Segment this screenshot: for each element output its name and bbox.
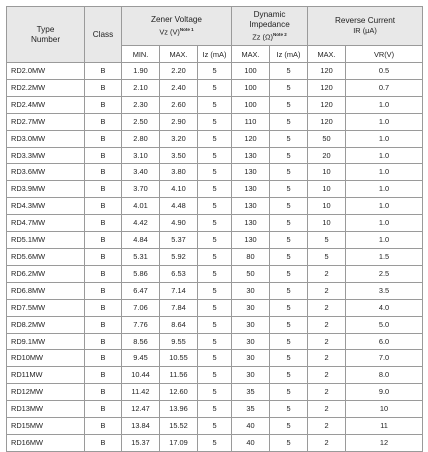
cell-vz-min: 5.86 [122,265,160,282]
cell-zz-max: 100 [232,63,270,80]
cell-vz-min: 15.37 [122,434,160,451]
table-row [7,316,423,333]
cell-zz-max: 130 [232,181,270,198]
cell-vz-max: 10.55 [160,350,198,367]
cell-zz-max: 130 [232,198,270,215]
cell-ir-max: 5 [308,232,346,249]
cell-ir-max: 2 [308,299,346,316]
cell-vz-iz: 5 [198,181,232,198]
cell-zz-iz: 5 [270,96,308,113]
cell-zz-max: 50 [232,265,270,282]
table-row [7,265,423,282]
cell-vz-iz: 5 [198,401,232,418]
cell-zz-iz: 5 [270,333,308,350]
cell-class: B [85,130,122,147]
header-reverse-current-condition [308,26,422,36]
cell-vz-min: 3.10 [122,147,160,164]
cell-zz-max: 30 [232,333,270,350]
header-class-label: Class [92,29,114,39]
cell-class: B [85,316,122,333]
cell-zz-iz: 5 [270,63,308,80]
cell-zz-max: 80 [232,248,270,265]
cell-ir-vr: 1.0 [346,181,423,198]
cell-vz-min: 2.10 [122,79,160,96]
cell-vz-min: 4.84 [122,232,160,249]
table-row [7,384,423,401]
cell-ir-vr: 2.5 [346,265,423,282]
cell-zz-iz: 5 [270,384,308,401]
cell-ir-max: 10 [308,181,346,198]
table-row [7,367,423,384]
cell-type-number: RD10MW [7,350,85,367]
cell-type-number: RD2.0MW [7,63,85,80]
cell-zz-iz: 5 [270,248,308,265]
sub-header-cell: MAX. [308,46,346,63]
cell-vz-iz: 5 [198,164,232,181]
cell-vz-iz: 5 [198,198,232,215]
cell-vz-max: 5.37 [160,232,198,249]
table-row [7,63,423,80]
cell-ir-max: 10 [308,215,346,232]
cell-ir-max: 2 [308,367,346,384]
cell-ir-max: 2 [308,401,346,418]
cell-vz-min: 2.50 [122,113,160,130]
cell-ir-max: 120 [308,113,346,130]
table-row [7,198,423,215]
zener-voltage-unit: (V) [170,27,180,37]
cell-vz-min: 4.42 [122,215,160,232]
header-dynamic-impedance-condition [232,30,307,42]
cell-zz-max: 130 [232,232,270,249]
cell-vz-max: 8.64 [160,316,198,333]
cell-zz-max: 30 [232,282,270,299]
cell-vz-iz: 5 [198,63,232,80]
cell-zz-iz: 5 [270,265,308,282]
cell-zz-iz: 5 [270,198,308,215]
cell-class: B [85,333,122,350]
cell-ir-max: 2 [308,384,346,401]
cell-zz-iz: 5 [270,401,308,418]
cell-vz-max: 4.48 [160,198,198,215]
sub-header-cell: Iz (mA) [270,46,308,63]
cell-ir-max: 120 [308,96,346,113]
table-row [7,130,423,147]
cell-ir-vr: 1.0 [346,130,423,147]
cell-class: B [85,79,122,96]
cell-vz-iz: 5 [198,79,232,96]
cell-zz-max: 30 [232,367,270,384]
cell-class: B [85,181,122,198]
cell-vz-iz: 5 [198,299,232,316]
cell-zz-iz: 5 [270,367,308,384]
zener-diode-spec-table [6,6,423,452]
cell-vz-iz: 5 [198,367,232,384]
header-type-number-label: Type Number [30,24,61,44]
table-body [7,63,423,452]
cell-zz-iz: 5 [270,130,308,147]
cell-vz-max: 7.84 [160,299,198,316]
cell-zz-iz: 5 [270,316,308,333]
cell-zz-iz: 5 [270,418,308,435]
cell-zz-max: 30 [232,350,270,367]
cell-vz-iz: 5 [198,248,232,265]
cell-vz-iz: 5 [198,384,232,401]
cell-ir-vr: 1.0 [346,96,423,113]
cell-vz-iz: 5 [198,130,232,147]
cell-ir-vr: 3.5 [346,282,423,299]
cell-ir-vr: 1.5 [346,248,423,265]
cell-type-number: RD3.9MW [7,181,85,198]
cell-type-number: RD12MW [7,384,85,401]
cell-ir-vr: 4.0 [346,299,423,316]
cell-zz-max: 40 [232,418,270,435]
header-reverse-current [308,7,423,46]
cell-class: B [85,265,122,282]
cell-ir-vr: 1.0 [346,232,423,249]
cell-vz-max: 9.55 [160,333,198,350]
cell-zz-iz: 5 [270,164,308,181]
cell-vz-iz: 5 [198,265,232,282]
cell-vz-max: 6.53 [160,265,198,282]
table-row [7,215,423,232]
cell-ir-vr: 1.0 [346,215,423,232]
cell-ir-vr: 1.0 [346,113,423,130]
cell-ir-vr: 5.0 [346,316,423,333]
cell-zz-max: 120 [232,130,270,147]
cell-vz-min: 5.31 [122,248,160,265]
header-type-number [7,7,85,63]
cell-vz-max: 17.09 [160,434,198,451]
table-row [7,147,423,164]
cell-type-number: RD11MW [7,367,85,384]
cell-vz-max: 2.20 [160,63,198,80]
sub-header-cell: MAX. [232,46,270,63]
table-row [7,164,423,181]
cell-vz-iz: 5 [198,113,232,130]
zener-voltage-note: Note 1 [179,26,194,32]
cell-type-number: RD5.1MW [7,232,85,249]
cell-vz-iz: 5 [198,418,232,435]
cell-vz-min: 9.45 [122,350,160,367]
cell-vz-min: 11.42 [122,384,160,401]
dynamic-impedance-note: Note 2 [272,31,287,37]
cell-class: B [85,299,122,316]
cell-type-number: RD2.7MW [7,113,85,130]
table-row [7,434,423,451]
cell-vz-min: 2.30 [122,96,160,113]
cell-class: B [85,418,122,435]
cell-ir-vr: 1.0 [346,198,423,215]
zener-voltage-symbol: Vz [159,27,168,37]
cell-ir-max: 120 [308,63,346,80]
cell-zz-iz: 5 [270,299,308,316]
cell-ir-vr: 1.0 [346,164,423,181]
cell-type-number: RD2.2MW [7,79,85,96]
cell-vz-min: 8.56 [122,333,160,350]
cell-class: B [85,198,122,215]
cell-ir-max: 2 [308,316,346,333]
cell-class: B [85,350,122,367]
cell-vz-iz: 5 [198,147,232,164]
cell-vz-min: 10.44 [122,367,160,384]
cell-ir-vr: 11 [346,418,423,435]
cell-vz-max: 12.60 [160,384,198,401]
cell-zz-max: 30 [232,299,270,316]
cell-vz-max: 5.92 [160,248,198,265]
cell-zz-iz: 5 [270,147,308,164]
header-zener-voltage-condition [122,25,231,37]
dynamic-impedance-unit: (Ω) [262,32,273,42]
cell-vz-iz: 5 [198,282,232,299]
cell-vz-min: 2.80 [122,130,160,147]
cell-type-number: RD16MW [7,434,85,451]
cell-zz-iz: 5 [270,113,308,130]
cell-type-number: RD15MW [7,418,85,435]
cell-type-number: RD3.3MW [7,147,85,164]
cell-vz-iz: 5 [198,333,232,350]
cell-ir-vr: 12 [346,434,423,451]
cell-zz-iz: 5 [270,232,308,249]
cell-zz-max: 110 [232,113,270,130]
cell-type-number: RD4.7MW [7,215,85,232]
cell-class: B [85,63,122,80]
cell-class: B [85,434,122,451]
cell-zz-max: 40 [232,434,270,451]
cell-ir-max: 120 [308,79,346,96]
dynamic-impedance-symbol: Zz [252,32,261,42]
cell-vz-iz: 5 [198,215,232,232]
cell-vz-iz: 5 [198,96,232,113]
cell-ir-max: 2 [308,282,346,299]
cell-ir-vr: 9.0 [346,384,423,401]
cell-zz-max: 35 [232,401,270,418]
cell-vz-max: 2.40 [160,79,198,96]
table-row [7,333,423,350]
cell-type-number: RD13MW [7,401,85,418]
cell-type-number: RD6.2MW [7,265,85,282]
cell-ir-max: 50 [308,130,346,147]
cell-type-number: RD2.4MW [7,96,85,113]
cell-vz-min: 6.47 [122,282,160,299]
header-zener-voltage [122,7,232,46]
cell-class: B [85,96,122,113]
sub-header-cell: MIN. [122,46,160,63]
cell-ir-vr: 1.0 [346,147,423,164]
cell-class: B [85,282,122,299]
cell-vz-max: 4.90 [160,215,198,232]
cell-vz-max: 11.56 [160,367,198,384]
cell-vz-max: 7.14 [160,282,198,299]
cell-vz-min: 7.06 [122,299,160,316]
cell-class: B [85,384,122,401]
header-dynamic-impedance-title: Dynamic Impedance [249,9,290,29]
cell-class: B [85,164,122,181]
cell-vz-max: 13.96 [160,401,198,418]
cell-class: B [85,147,122,164]
cell-ir-max: 5 [308,248,346,265]
cell-class: B [85,215,122,232]
table-row [7,232,423,249]
cell-class: B [85,367,122,384]
table-row [7,299,423,316]
cell-ir-max: 20 [308,147,346,164]
cell-class: B [85,113,122,130]
cell-zz-iz: 5 [270,181,308,198]
cell-vz-min: 7.76 [122,316,160,333]
cell-vz-max: 15.52 [160,418,198,435]
cell-zz-max: 130 [232,215,270,232]
cell-zz-max: 30 [232,316,270,333]
cell-vz-iz: 5 [198,350,232,367]
cell-zz-iz: 5 [270,434,308,451]
table-row [7,401,423,418]
cell-ir-max: 2 [308,333,346,350]
cell-ir-max: 2 [308,418,346,435]
cell-zz-max: 35 [232,384,270,401]
sub-header-cell: VR(V) [346,46,423,63]
cell-vz-max: 3.80 [160,164,198,181]
cell-vz-min: 13.84 [122,418,160,435]
reverse-current-unit: (μA) [362,26,377,35]
table-row [7,282,423,299]
cell-zz-max: 100 [232,79,270,96]
table-row [7,113,423,130]
cell-vz-max: 2.60 [160,96,198,113]
cell-vz-min: 3.40 [122,164,160,181]
cell-ir-max: 10 [308,164,346,181]
table-row [7,181,423,198]
cell-type-number: RD7.5MW [7,299,85,316]
reverse-current-symbol: IR [353,26,361,35]
header-zener-voltage-title: Zener Voltage [151,14,202,24]
table-row [7,418,423,435]
cell-vz-iz: 5 [198,434,232,451]
cell-zz-iz: 5 [270,350,308,367]
cell-ir-vr: 0.7 [346,79,423,96]
cell-type-number: RD3.6MW [7,164,85,181]
sub-header-cell: MAX. [160,46,198,63]
cell-zz-iz: 5 [270,282,308,299]
cell-zz-max: 130 [232,147,270,164]
cell-vz-min: 4.01 [122,198,160,215]
cell-vz-min: 1.90 [122,63,160,80]
table-row [7,96,423,113]
cell-vz-min: 12.47 [122,401,160,418]
cell-ir-vr: 7.0 [346,350,423,367]
cell-ir-vr: 10 [346,401,423,418]
cell-ir-vr: 0.5 [346,63,423,80]
table-row [7,248,423,265]
cell-class: B [85,232,122,249]
cell-type-number: RD8.2MW [7,316,85,333]
cell-type-number: RD3.0MW [7,130,85,147]
cell-ir-max: 2 [308,350,346,367]
cell-zz-iz: 5 [270,215,308,232]
cell-vz-max: 3.50 [160,147,198,164]
cell-ir-vr: 8.0 [346,367,423,384]
cell-ir-max: 2 [308,434,346,451]
cell-vz-max: 4.10 [160,181,198,198]
cell-zz-max: 130 [232,164,270,181]
cell-zz-iz: 5 [270,79,308,96]
table-row [7,350,423,367]
cell-ir-max: 2 [308,265,346,282]
cell-class: B [85,248,122,265]
cell-vz-max: 2.90 [160,113,198,130]
cell-ir-max: 10 [308,198,346,215]
cell-vz-iz: 5 [198,232,232,249]
header-reverse-current-title: Reverse Current [334,16,396,25]
cell-type-number: RD6.8MW [7,282,85,299]
cell-class: B [85,401,122,418]
cell-ir-vr: 6.0 [346,333,423,350]
cell-type-number: RD5.6MW [7,248,85,265]
header-class [85,7,122,63]
cell-type-number: RD9.1MW [7,333,85,350]
cell-vz-max: 3.20 [160,130,198,147]
cell-vz-min: 3.70 [122,181,160,198]
cell-zz-max: 100 [232,96,270,113]
table-row [7,79,423,96]
header-dynamic-impedance [232,7,308,46]
cell-type-number: RD4.3MW [7,198,85,215]
sub-header-cell: Iz (mA) [198,46,232,63]
cell-vz-iz: 5 [198,316,232,333]
